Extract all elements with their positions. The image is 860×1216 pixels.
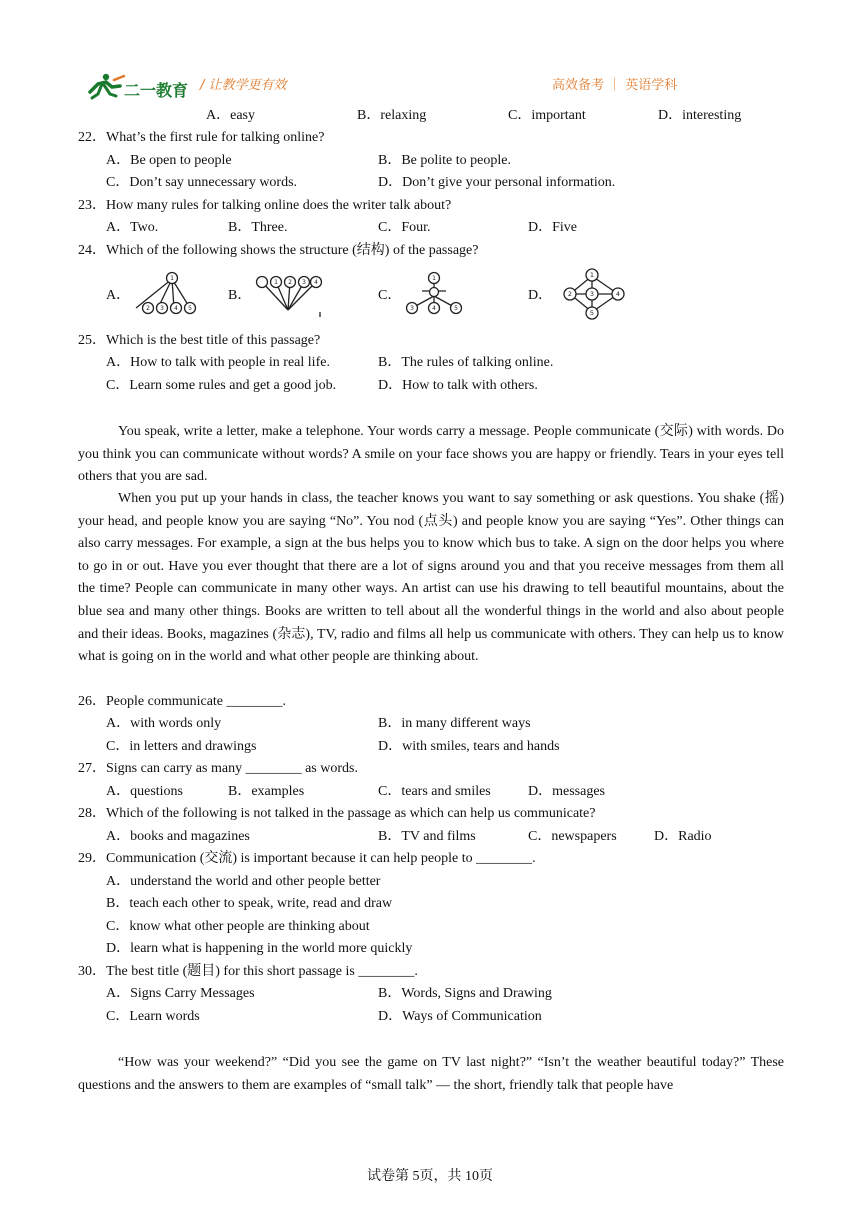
- svg-text:4: 4: [314, 279, 318, 286]
- option: D．Don’t give your personal information.: [378, 175, 616, 190]
- option: A．questions: [106, 784, 183, 799]
- option: C．Don’t say unnecessary words.: [106, 175, 298, 190]
- option: A．easy: [206, 108, 255, 123]
- option: D．: [528, 288, 553, 303]
- option: A．How to talk with people in real life.: [106, 355, 330, 370]
- svg-text:2: 2: [146, 305, 150, 312]
- header-subject: 高效备考 ｜ 英语学科: [552, 78, 678, 93]
- option: C．tears and smiles: [378, 784, 491, 799]
- question-stem: 28．Which of the following is not talked in the passage as which can help us communicate?: [78, 806, 596, 821]
- svg-text:3: 3: [160, 305, 164, 312]
- svg-text:4: 4: [432, 305, 436, 312]
- option: C．Four.: [378, 220, 431, 235]
- option: D．with smiles, tears and hands: [378, 739, 560, 754]
- option: B．: [228, 288, 252, 303]
- question-stem: 29．Communication (交流) is important because it can help people to ________.: [78, 851, 536, 866]
- question-stem: 23．How many rules for talking online does the writer talk about?: [78, 198, 452, 213]
- option: B．TV and films: [378, 829, 476, 844]
- structure-diagram-a: [128, 270, 208, 318]
- brand-logo: [84, 72, 192, 102]
- structure-diagram-c: [400, 270, 470, 318]
- option: C．newspapers: [528, 829, 617, 844]
- option: B．The rules of talking online.: [378, 355, 554, 370]
- option: D．How to talk with others.: [378, 378, 538, 393]
- option: B．Be polite to people.: [378, 153, 511, 168]
- option: A．understand the world and other people better: [106, 874, 381, 889]
- structure-diagram-b: [250, 272, 330, 320]
- option: C．Learn words: [106, 1009, 200, 1024]
- option: C．in letters and drawings: [106, 739, 257, 754]
- question-stem: 26．People communicate ________.: [78, 694, 287, 709]
- header-slogan: / 让教学更有效: [200, 78, 287, 93]
- option: B．Words, Signs and Drawing: [378, 986, 552, 1001]
- question-stem: 25．Which is the best title of this passage?: [78, 333, 321, 348]
- option: C．know what other people are thinking about: [106, 919, 370, 934]
- question-stem: 22．What’s the first rule for talking online?: [78, 130, 325, 145]
- option: A．Be open to people: [106, 153, 232, 168]
- svg-text:2: 2: [288, 279, 292, 286]
- option: B．Three.: [228, 220, 288, 235]
- option: B．examples: [228, 784, 305, 799]
- option: B．relaxing: [357, 108, 427, 123]
- svg-text:2: 2: [567, 290, 573, 298]
- option: D．Five: [528, 220, 577, 235]
- option: A．: [106, 288, 131, 303]
- question-stem: 30．The best title (题目) for this short passage is ________.: [78, 964, 418, 979]
- svg-text:5: 5: [589, 309, 595, 317]
- passage-paragraph: You speak, write a letter, make a telephone. Your words carry a message. People communicate (交际) with words. Do you think you can communicate without words? A smile on your face shows you are happy or friendly. Tears in your eyes tell others that you are sad.: [78, 424, 784, 485]
- runner-icon: [90, 74, 124, 98]
- svg-text:1: 1: [170, 275, 174, 282]
- svg-text:1: 1: [274, 279, 278, 286]
- question-stem: 27．Signs can carry as many ________ as words.: [78, 761, 358, 776]
- svg-text:5: 5: [454, 305, 458, 312]
- passage-paragraph: When you put up your hands in class, the teacher knows you want to say something or ask questions. You shake (摇) your head, and people know you are saying “No”. You nod (点头) and people know you are saying “Yes”. Other things can also carry messages. For example, a sign at the bus helps you to know which bus to take. A sign on the door helps you where to go in or out. Have you ever thought that there are a lot of signs around you and that you receive messages from them all the time? People can communicate in many other ways. An artist can use his drawing to tell beautiful mountains, about the blue sea and many other things. Books are written to tell about all the wonderful things in the world and also about people and their ideas. Books, magazines (杂志), TV, radio and films all help us communicate with others. They can help us to know what is going on in the world and what other people are thinking about.: [78, 491, 784, 665]
- option: A．with words only: [106, 716, 222, 731]
- svg-text:3: 3: [589, 290, 595, 298]
- svg-text:4: 4: [615, 290, 621, 298]
- option: D．messages: [528, 784, 605, 799]
- svg-text:4: 4: [174, 305, 178, 312]
- svg-text:3: 3: [302, 279, 306, 286]
- svg-text:1: 1: [432, 275, 436, 282]
- option: C．important: [508, 108, 586, 123]
- option: A．books and magazines: [106, 829, 250, 844]
- page-number: 试卷第 5页，共 10页: [367, 1169, 493, 1184]
- option: A．Signs Carry Messages: [106, 986, 255, 1001]
- option: B．teach each other to speak, write, read and draw: [106, 896, 393, 911]
- option: B．in many different ways: [378, 716, 531, 731]
- option: A．Two.: [106, 220, 159, 235]
- svg-text:3: 3: [410, 305, 414, 312]
- passage-paragraph: “How was your weekend?” “Did you see the game on TV last night?” “Isn’t the weather beautiful today?” These questions and the answers to them are examples of “small talk” — the short, friendly talk that people have: [78, 1055, 784, 1093]
- option: D．Radio: [654, 829, 712, 844]
- option: C．Learn some rules and get a good job.: [106, 378, 337, 393]
- option: D．Ways of Communication: [378, 1009, 542, 1024]
- brand-name: 二一教育: [124, 81, 189, 100]
- svg-text:1: 1: [589, 271, 595, 279]
- option: D．learn what is happening in the world more quickly: [106, 941, 413, 956]
- structure-diagram-d: [548, 266, 632, 322]
- svg-text:5: 5: [188, 305, 192, 312]
- question-stem: 24．Which of the following shows the structure (结构) of the passage?: [78, 243, 479, 258]
- option: D．interesting: [658, 108, 742, 123]
- option: C．: [378, 288, 402, 303]
